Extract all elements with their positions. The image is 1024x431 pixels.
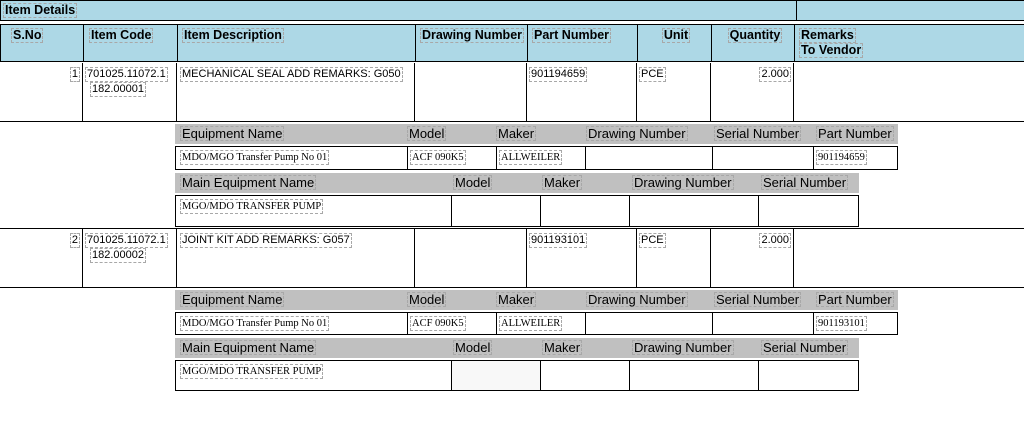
eq-col-drawing-number: Drawing Number [588, 292, 686, 307]
main-equipment-header-row [175, 173, 859, 193]
equipment-maker: ALLWEILER [501, 152, 561, 163]
model-cell-shade [452, 361, 540, 390]
equipment-name: MDO/MGO Transfer Pump No 01 [182, 152, 328, 163]
equipment-model: ACF 090K5 [412, 318, 464, 329]
eq-col-model: Model [409, 292, 445, 307]
item-unit: PCE [641, 68, 664, 80]
main-equipment-header-row [175, 338, 859, 358]
main-equipment-name: MGO/MDO TRANSFER PUMP [182, 366, 322, 377]
item-description: MECHANICAL SEAL ADD REMARKS: G050 [182, 68, 401, 80]
meq-col-maker: Maker [544, 175, 581, 190]
equipment-maker: ALLWEILER [501, 318, 561, 329]
equipment-row [175, 312, 898, 335]
col-part-number: Part Number [534, 28, 610, 42]
eq-col-part-number: Part Number [818, 126, 892, 141]
meq-col-model: Model [455, 175, 491, 190]
item-quantity: 2.000 [761, 68, 789, 80]
col-item-description: Item Description [184, 28, 282, 42]
eq-col-model: Model [409, 126, 445, 141]
equipment-header-row [175, 124, 898, 144]
item-quantity: 2.000 [761, 234, 789, 246]
meq-col-maker: Maker [544, 340, 581, 355]
meq-col-serial-number: Serial Number [763, 340, 847, 355]
section-title: Item Details [5, 3, 76, 17]
meq-col-serial-number: Serial Number [763, 175, 847, 190]
col-drawing-number: Drawing Number [422, 28, 523, 42]
equipment-part-number: 901193101 [818, 318, 865, 329]
meq-col-drawing-number: Drawing Number [634, 175, 732, 190]
eq-col-name: Equipment Name [182, 292, 283, 307]
eq-col-drawing-number: Drawing Number [588, 126, 686, 141]
item-sno: 2 [71, 234, 78, 246]
eq-col-maker: Maker [498, 292, 535, 307]
table-row [0, 63, 1024, 122]
eq-col-part-number: Part Number [818, 292, 892, 307]
col-item-code: Item Code [91, 28, 152, 42]
item-sno: 1 [71, 68, 78, 80]
eq-col-serial-number: Serial Number [716, 126, 800, 141]
col-remarks-line2: To Vendor [801, 43, 862, 57]
equipment-name: MDO/MGO Transfer Pump No 01 [182, 318, 328, 329]
eq-col-serial-number: Serial Number [716, 292, 800, 307]
table-row [0, 228, 1024, 288]
meq-col-name: Main Equipment Name [182, 340, 315, 355]
item-part-number: 901194659 [531, 68, 586, 80]
col-remarks-line1: Remarks [801, 28, 854, 42]
item-code-suffix: 182.00001 [92, 83, 144, 95]
equipment-model: ACF 090K5 [412, 152, 464, 163]
title-divider [796, 1, 797, 21]
main-equipment-row [175, 360, 859, 391]
item-part-number: 901193101 [531, 234, 586, 246]
equipment-row [175, 146, 898, 170]
equipment-header-row [175, 290, 898, 310]
main-equipment-name: MGO/MDO TRANSFER PUMP [182, 201, 322, 212]
col-quantity: Quantity [729, 28, 781, 42]
item-code: 701025.11072.1 [87, 234, 166, 246]
eq-col-maker: Maker [498, 126, 535, 141]
section-title-bar [0, 0, 1024, 21]
item-code: 701025.11072.1 [87, 68, 166, 80]
col-sno: S.No [13, 28, 42, 42]
meq-col-name: Main Equipment Name [182, 175, 315, 190]
meq-col-model: Model [455, 340, 491, 355]
meq-col-drawing-number: Drawing Number [634, 340, 732, 355]
item-description: JOINT KIT ADD REMARKS: G057 [182, 234, 350, 246]
item-code-suffix: 182.00002 [92, 249, 144, 261]
eq-col-name: Equipment Name [182, 126, 283, 141]
col-unit: Unit [663, 28, 689, 42]
item-unit: PCE [641, 234, 664, 246]
main-equipment-row [175, 195, 859, 227]
column-header-row [0, 24, 1024, 62]
equipment-part-number: 901194659 [818, 152, 865, 163]
